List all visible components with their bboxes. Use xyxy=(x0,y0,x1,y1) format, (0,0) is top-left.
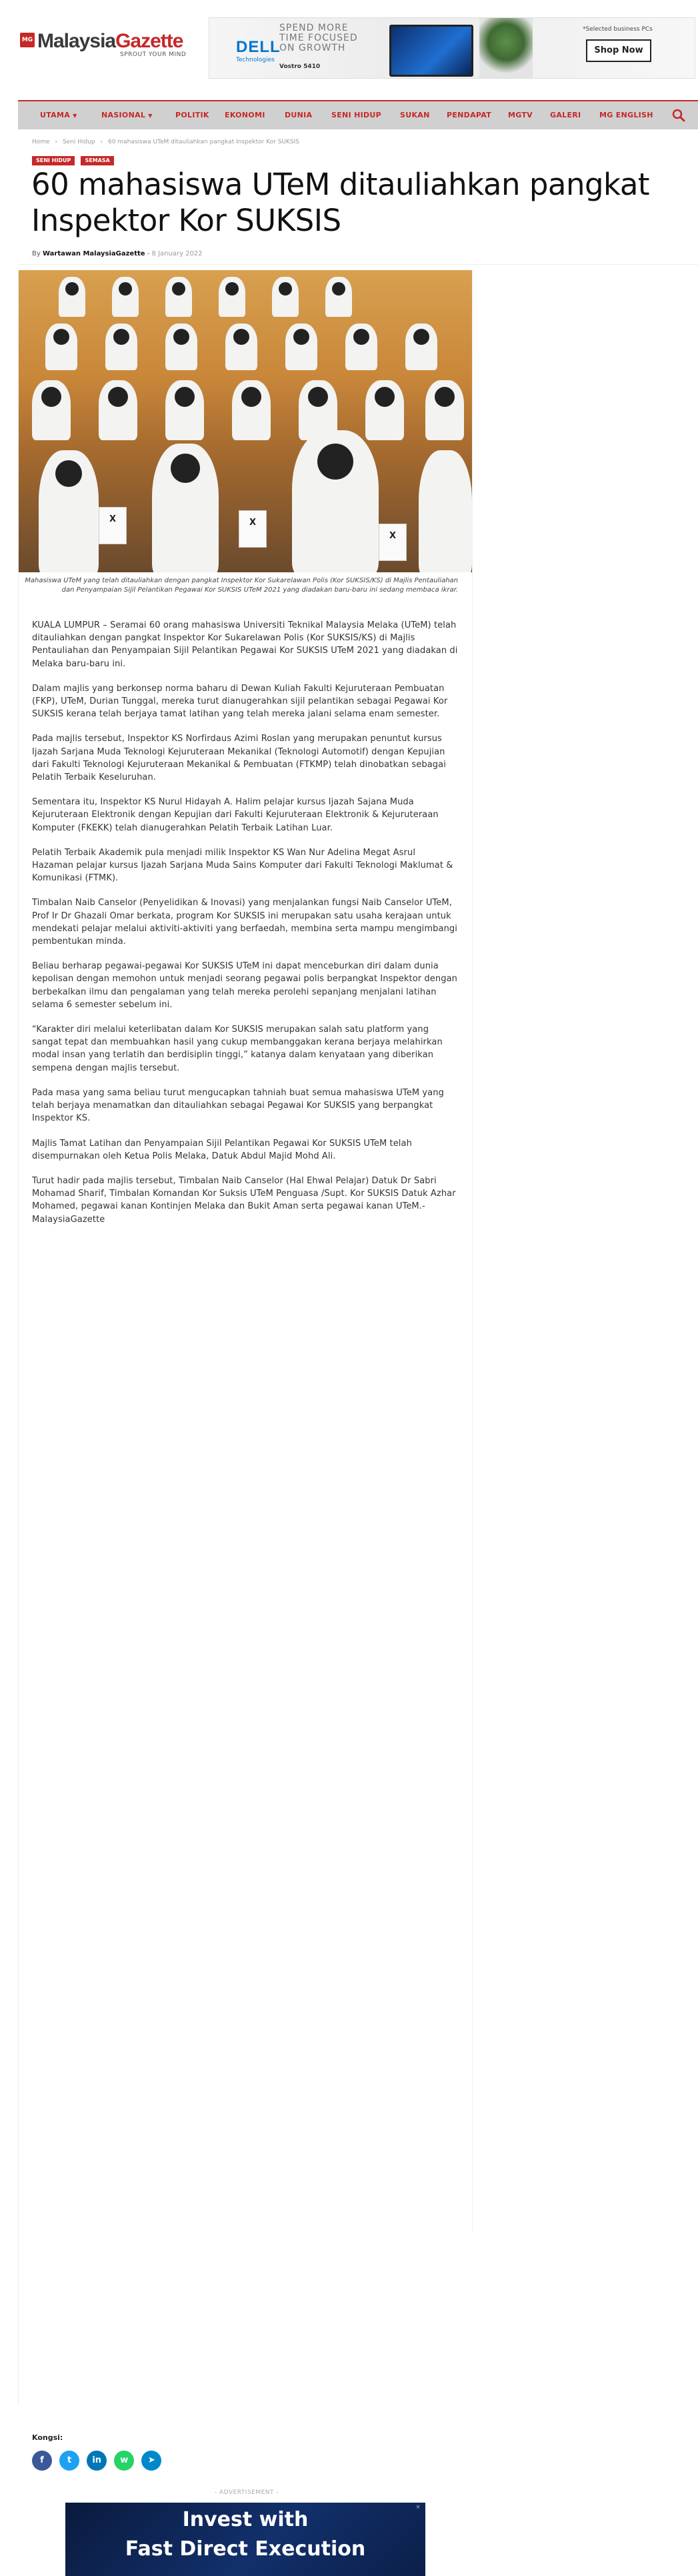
article-hero-image: X X X xyxy=(19,270,472,572)
divider xyxy=(472,270,473,2231)
nav-item-pendapat[interactable]: PENDAPAT xyxy=(447,111,492,119)
nav-item-ekonomi[interactable]: EKONOMI xyxy=(225,111,265,119)
breadcrumb-separator: › xyxy=(55,139,58,145)
article-paragraph: Pada masa yang sama beliau turut mengucapkan tahniah buat semua mahasiswa UTeM yang telah berjaya menamatkan dan ditauliahkan sebagai Pegawai Kor SUKSIS yang berpangkat Inspektor KS. xyxy=(32,1087,444,1124)
linkedin-icon: in xyxy=(92,2455,102,2465)
article-body xyxy=(32,619,459,1238)
image-caption: Mahasiswa UTeM yang telah ditauliahkan dengan pangkat Inspektor Kor Sukarelawan Polis (Kor SUKSIS/KS) di Majlis Pentauliahan dan Penyampaian Sijil Pelantikan Pegawai Kor SUKSIS UTeM 2021 yang diadakan baru-baru ini sedang membaca ikrar. xyxy=(25,577,458,594)
nav-item-utama[interactable]: UTAMA ▼ xyxy=(40,111,77,119)
article-paragraph: Timbalan Naib Canselor (Penyelidikan & Inovasi) yang menjalankan fungsi Naib Canselor UTeM, Prof Ir Dr Ghazali Omar berkata, program Kor SUKSIS ini merupakan satu usaha kerajaan untuk mendekati pelajar melalui aktiviti-aktiviti yang berfaedah, membina serta mampu mengimbangi pembentukan minda. xyxy=(32,898,457,947)
facebook-share-button[interactable] xyxy=(32,2451,52,2471)
author-link[interactable]: Wartawan MalaysiaGazette xyxy=(42,250,145,257)
ad-shop-now-button[interactable]: Shop Now xyxy=(586,39,651,62)
article-paragraph: Beliau berharap pegawai-pegawai Kor SUKSIS UTeM ini dapat menceburkan diri dalam dunia kepolisan dengan memohon untuk menjadi seorang pegawai polis berpangkat Inspektor dengan berbekalkan ilmu dan pengalaman yang telah mereka perolehi sepanjang menjalani latihan selama 6 semester sebelum ini. xyxy=(32,961,457,1010)
article-paragraph: Turut hadir pada majlis tersebut, Timbalan Naib Canselor (Hal Ehwal Pelajar) Datuk Dr Sabri Mohamad Sharif, Timbalan Komandan Kor Suksis UTeM Penguasa /Supt. Kor SUKSIS Datuk Azhar Mohamed, pegawai kanan Kontinjen Melaka dan Bukit Aman serta pegawai kanan UTeM.- MalaysiaGazette xyxy=(32,1175,456,1225)
breadcrumb-category[interactable]: Seni Hidup xyxy=(62,139,95,145)
ad-laptop-image xyxy=(389,25,473,77)
facebook-icon: f xyxy=(40,2455,44,2465)
chevron-down-icon: ▼ xyxy=(73,113,77,119)
breadcrumb-current: 60 mahasiswa UTeM ditauliahkan pangkat Inspektor Kor SUKSIS xyxy=(108,139,299,145)
article-byline xyxy=(32,250,203,257)
whatsapp-icon: w xyxy=(120,2455,129,2465)
telegram-share-button[interactable] xyxy=(141,2451,161,2471)
breadcrumb xyxy=(32,139,303,145)
breadcrumb-home[interactable]: Home xyxy=(32,139,50,145)
ad-headline: SPEND MORE TIME FOCUSED ON GROWTH xyxy=(279,23,358,53)
article-paragraph: Dalam majlis yang berkonsep norma baharu di Dewan Kuliah Fakulti Kejuruteraan Pembuatan (FKP), UTeM, Durian Tunggal, mereka turut dianugerahkan sijil pelantikan sebagai Pegawai Kor SUKSIS kerana telah berjaya tamat latihan yang telah mereka jalani selama enam semester. xyxy=(32,683,448,720)
article-paragraph: Majlis Tamat Latihan dan Penyampaian Sijil Pelantikan Pegawai Kor SUKSIS UTeM telah disempurnakan oleh Ketua Polis Melaka, Datuk Abdul Majid Mohd Ali. xyxy=(32,1138,412,1161)
telegram-icon: ➤ xyxy=(147,2455,155,2465)
nav-item-galeri[interactable]: GALERI xyxy=(550,111,581,119)
nav-item-mg-english[interactable]: MG ENGLISH xyxy=(599,111,653,119)
bottom-banner-ad[interactable] xyxy=(65,2503,425,2576)
twitter-icon: t xyxy=(67,2455,72,2465)
whatsapp-share-button[interactable] xyxy=(114,2451,134,2471)
article-paragraph: Pelatih Terbaik Akademik pula menjadi milik Inspektor KS Wan Nur Adelina Megat Asrul Hazaman pelajar kursus Ijazah Sarjana Muda Sains Komputer dari Fakulti Teknologi Maklumat & Komunikasi (FTMK). xyxy=(32,847,453,884)
ad-brand: DELL xyxy=(236,38,281,56)
ad-line-2: Fast Direct Execution xyxy=(125,2537,366,2561)
logo-mark: MG xyxy=(20,33,35,47)
byline-prefix: By xyxy=(32,250,41,257)
category-tags xyxy=(32,152,117,161)
ad-line-1: Invest with xyxy=(182,2508,309,2531)
divider xyxy=(18,264,698,265)
category-tag-seni-hidup[interactable]: SENI HIDUP xyxy=(32,156,75,165)
nav-item-seni-hidup[interactable]: SENI HIDUP xyxy=(331,111,381,119)
nav-item-sukan[interactable]: SUKAN xyxy=(400,111,430,119)
ad-brand-sub: Technologies xyxy=(236,57,275,63)
site-logo[interactable] xyxy=(20,30,200,59)
chevron-down-icon: ▼ xyxy=(148,113,153,119)
ad-note: *Selected business PCs xyxy=(583,26,653,33)
article-paragraph: Sementara itu, Inspektor KS Nurul Hidayah A. Halim pelajar kursus Ijazah Sajana Muda Kejuruteraan Elektronik dengan Kepujian dari Fakulti Kejuruteraan Elektronik & Kejuruteraan Komputer (FKEKK) telah dianugerahkan Pelatih Terbaik Latihan Luar. xyxy=(32,797,439,833)
main-nav xyxy=(18,100,698,129)
breadcrumb-separator: › xyxy=(100,139,103,145)
logo-tagline: SPROUT YOUR MIND xyxy=(120,51,187,58)
share-label: Kongsi: xyxy=(32,2433,63,2442)
nav-item-dunia[interactable]: DUNIA xyxy=(285,111,313,119)
article-date: 8 January 2022 xyxy=(151,250,203,257)
logo-name: MalaysiaGazette xyxy=(37,30,183,52)
byline-separator: - xyxy=(145,250,152,257)
top-banner-ad[interactable] xyxy=(209,17,695,79)
close-icon[interactable]: × xyxy=(415,2504,421,2511)
site-header xyxy=(0,0,698,100)
article-paragraph: KUALA LUMPUR – Seramai 60 orang mahasiswa Universiti Teknikal Malaysia Melaka (UTeM) telah ditauliahkan dengan pangkat Inspektor Kor Sukarelawan Polis (Kor SUKSIS/KS) di Majlis Pentauliahan dan Penyampaian Sijil Pelantikan Pegawai Kor SUKSIS UTeM 2021 yang diadakan di Melaka baru-baru ini. xyxy=(32,620,458,669)
search-icon[interactable] xyxy=(671,108,686,123)
nav-item-mgtv[interactable]: MGTV xyxy=(508,111,533,119)
article-title: 60 mahasiswa UTeM ditauliahkan pangkat Inspektor Kor SUKSIS xyxy=(31,167,650,238)
divider xyxy=(18,270,19,2405)
nav-item-nasional[interactable]: NASIONAL ▼ xyxy=(101,111,153,119)
advertisement-label: - ADVERTISEMENT - xyxy=(214,2489,279,2496)
ad-product: Vostro 5410 xyxy=(279,63,321,70)
category-tag-semasa[interactable]: SEMASA xyxy=(81,156,113,165)
ad-plant-image xyxy=(479,18,533,78)
linkedin-share-button[interactable] xyxy=(87,2451,107,2471)
article-paragraph: Pada majlis tersebut, Inspektor KS Norfirdaus Azimi Roslan yang merupakan penuntut kursus Ijazah Sarjana Muda Teknologi Kejuruteraan Mekanikal (Teknologi Automotif) dengan Kepujian dari Fakulti Teknologi Kejuruteraan Mekanikal & Pembuatan (FTKMP) telah dinobatkan sebagai Pelatih Terbaik Keseluruhan. xyxy=(32,734,446,783)
nav-item-politik[interactable]: POLITIK xyxy=(175,111,209,119)
twitter-share-button[interactable] xyxy=(59,2451,79,2471)
article-paragraph: “Karakter diri melalui keterlibatan dalam Kor SUKSIS merupakan salah satu platform yang sangat tepat dan membuahkan hasil yang cukup membanggakan kerana berjaya melahirkan modal insan yang terlatih dan berdisiplin tinggi,” katanya dalam kenyataan yang diberikan sempena dengan majlis tersebut. xyxy=(32,1025,443,1073)
share-buttons xyxy=(32,2451,165,2471)
